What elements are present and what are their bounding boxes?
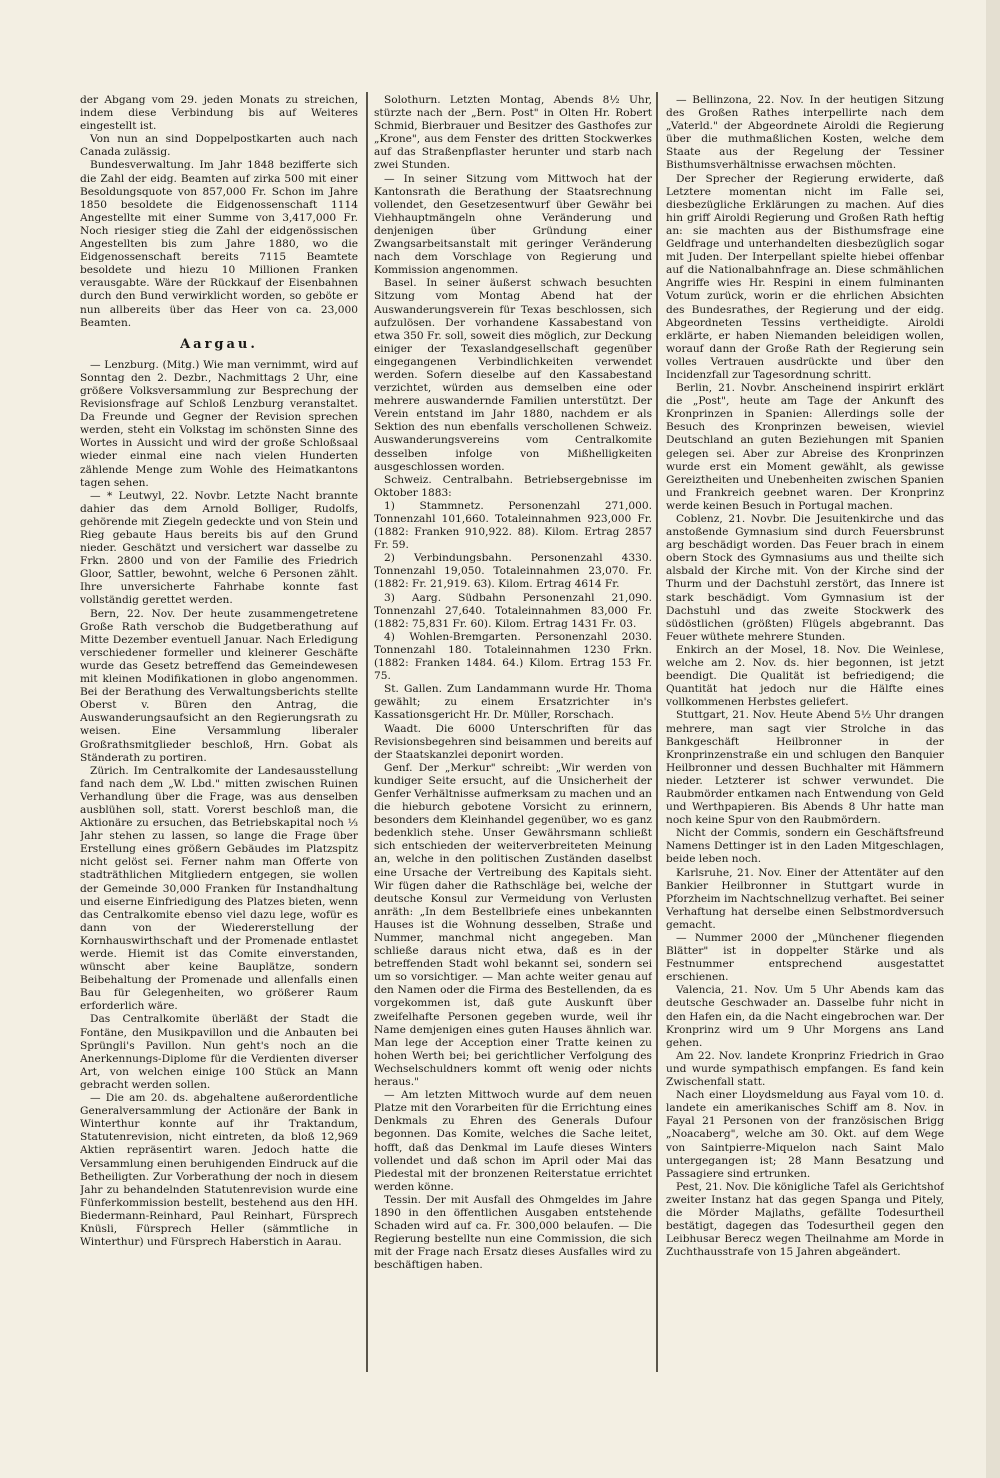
page-edge (986, 0, 1000, 1478)
column-2 (374, 94, 652, 1380)
article-paragraph: — Am letzten Mittwoch wurde auf dem neuen Platze mit den Vorarbeiten für die Errichtung eines Denkmals zu Ehren des Generals Dufour begonnen. Das Komite, welches die Sache leitet, hofft, daß das Denkmal im Laufe dieses Winters vollendet und daß schon im April oder Mai das Piedestal mit der bronzenen Reiterstatue errichtet werden könne. (374, 1089, 652, 1193)
article-paragraph: 3) Aarg. Südbahn Personenzahl 21,090. Tonnenzahl 27,640. Totaleinnahmen 83,000 Fr. (1882: 75,831 Fr. 60). Kilom. Ertrag 1431 Fr. 03. (374, 591, 652, 630)
article-paragraph: Enkirch an der Mosel, 18. Nov. Die Weinlese, welche am 2. Nov. ds. hier begonnen, ist jetzt beendigt. Die Qualität ist befriedigend; die Quantität hat jedoch nur die Hälfte eines vollkommenen Herbstes geliefert. (666, 643, 944, 709)
column-3 (666, 94, 944, 1380)
article-paragraph: Berlin, 21. Novbr. Anscheinend inspirirt erklärt die „Post", heute am Tage der Ankunft des Kronprinzen in Spanien: Allerdings solle der Besuch des Kronprinzen beweisen, wieviel Deutschland an guten Beziehungen mit Spanien gelegen sei. Aber zur Abreise des Kronprinzen wurde erst ein Moment gewählt, als gewisse Gereiztheiten und Unebenheiten zwischen Spanien und Frankreich geebnet waren. Der Kronprinz werde keinen Besuch in Portugal machen. (666, 382, 944, 512)
article-paragraph: Stuttgart, 21. Nov. Heute Abend 5½ Uhr drangen mehrere, man sagt vier Strolche in das Bankgeschäft Heilbronner in der Kronprinzenstraße ein und schlugen den Banquier Heilbronner und dessen Buchhalter mit Hämmern nieder. Letzterer ist schwer verwundet. Die Raubmörder entkamen nach Entwendung von Geld und Werthpapieren. Bis Abends 8 Uhr hatte man noch keine Spur von den Raubmördern. (666, 709, 944, 827)
article-paragraph: Das Centralkomite überläßt der Stadt die Fontäne, den Musikpavillon und die Anbauten bei Sprüngli's Pavillon. Nun geht's noch an die Anerkennungs-Diplome für die Verdienten diverser Art, von welchen einige 100 Stück an Mann gebracht werden sollen. (80, 1013, 358, 1091)
article-paragraph: Am 22. Nov. landete Kronprinz Friedrich in Grao und wurde sympathisch empfangen. Es fand kein Zwischenfall statt. (666, 1049, 944, 1089)
article-paragraph: Valencia, 21. Nov. Um 5 Uhr Abends kam das deutsche Geschwader an. Dasselbe fuhr nicht in den Hafen ein, da die Nacht eingebrochen war. Der Kronprinz wird um 9 Uhr Morgens ans Land gehen. (666, 984, 944, 1049)
article-paragraph: — In seiner Sitzung vom Mittwoch hat der Kantonsrath die Berathung der Staatsrechnung vollendet, den Gesetzesentwurf über Gewähr bei Viehhauptmängeln ohne Veränderung und denjenigen über Gründung einer Zwangsarbeitsanstalt mit geringer Veränderung nach dem Vorschlage von Regierung und Kommission angenommen. (374, 172, 652, 277)
article-paragraph: — Die am 20. ds. abgehaltene außerordentliche Generalversammlung der Actionäre der Bank in Winterthur konnte auf ihr Traktandum, Statutenrevision, nicht eintreten, da bloß 12,969 Aktien repräsentirt waren. Jedoch hatte die Versammlung einen beruhigenden Eindruck auf die Betheiligten. Zur Vorberathung der noch in diesem Jahr zu behandelnden Statutenrevision wurde eine Fünferkommission bestellt, bestehend aus den HH. Biedermann-Reinhard, Paul Reinhart, Fürsprech Knüsli, Fürsprech Heller (sämmtliche in Winterthur) und Fürsprech Haberstich in Aarau. (80, 1092, 358, 1249)
article-paragraph: 2) Verbindungsbahn. Personenzahl 4330. Tonnenzahl 19,050. Totaleinnahmen 23,070. Fr. (1882: Fr. 21,919. 63). Kilom. Ertrag 4614 Fr. (374, 552, 652, 591)
article-paragraph: Bundesverwaltung. Im Jahr 1848 bezifferte sich die Zahl der eidg. Beamten auf zirka 500 mit einer Besoldungsquote von 857,000 Fr. Schon im Jahre 1850 besoldete die Eidgenossenschaft 1114 Angestellte mit einer Summe von 3,417,000 Fr. Noch riesiger stieg die Zahl der eidgenössischen Angestellten bis zum Jahre 1880, wo die Eidgenossenschaft bereits 7115 Beamtete besoldete und hiezu 10 Millionen Franken verausgabte. Wäre der Rückkauf der Eisenbahnen durch den Bund verwirklicht worden, so geböte er nun allbereits über das Heer von ca. 23,000 Beamten. (80, 159, 358, 329)
article-paragraph: Waadt. Die 6000 Unterschriften für das Revisionsbegehren sind beisammen und bereits auf der Staatskanzlei deponirt worden. (374, 722, 652, 761)
column-1 (80, 94, 358, 1380)
article-paragraph: 4) Wohlen-Bremgarten. Personenzahl 2030. Tonnenzahl 180. Totaleinnahmen 1230 Frkn. (1882: Franken 1484. 64.) Kilom. Ertrag 153 Fr. 75. (374, 630, 652, 683)
article-paragraph: 1) Stammnetz. Personenzahl 271,000. Tonnenzahl 101,660. Totaleinnahmen 923,000 Fr. (1882: Franken 910,922. 88). Kilom. Ertrag 2857 Fr. 59. (374, 499, 652, 552)
article-paragraph: — * Leutwyl, 22. Novbr. Letzte Nacht brannte dahier das dem Arnold Bolliger, Rudolfs, gehörende mit Ziegeln gedeckte und von Stein und Rieg gebaute Haus bereits bis auf den Grund nieder. Geschätzt und versichert war dasselbe zu Frkn. 2800 und von der Familie des Friedrich Gloor, Sattler, bewohnt, welche 6 Personen zählt. Ihre unversicherte Fahrhabe konnte fast vollständig gerettet werden. (80, 489, 358, 607)
article-paragraph: Basel. In seiner äußerst schwach besuchten Sitzung vom Montag Abend hat der Auswanderungsverein für Texas beschlossen, sich aufzulösen. Der vorhandene Kassabestand von etwa 350 Fr. soll, soweit dies möglich, zur Deckung einiger der Texaslandgesellschaft gegenüber eingegangenen Verbindlichkeiten verwendet werden. Sofern dieselbe auf den Kassabestand verzichtet, würden aus demselben eine oder mehrere auswandernde Familien unterstützt. Der Verein entstand im Jahr 1880, nachdem er als Sektion des nun ebenfalls verschollenen Schweiz. Auswanderungsvereins vom Centralkomite desselben infolge von Mißhelligkeiten ausgeschlossen worden. (374, 277, 652, 473)
article-paragraph: Nach einer Lloydsmeldung aus Fayal vom 10. d. landete ein amerikanisches Schiff am 8. Nov. in Fayal 21 Personen von der französischen Brigg „Noacaberg", welche am 30. Okt. auf dem Wege von Saintpierre-Miquelon nach Saint Malo untergegangen ist; 28 Mann Besatzung und Passagiere sind ertrunken. (666, 1089, 944, 1180)
article-paragraph: der Abgang vom 29. jeden Monats zu streichen, indem diese Verbindung bis auf Weiteres eingestellt ist. (80, 94, 358, 133)
column-divider-2 (656, 92, 658, 1372)
article-paragraph: St. Gallen. Zum Landammann wurde Hr. Thoma gewählt; zu einem Ersatzrichter in's Kassationsgericht Hr. Dr. Müller, Rorschach. (374, 683, 652, 722)
section-heading: Aargau. (180, 336, 258, 352)
article-paragraph: — Nummer 2000 der „Münchener fliegenden Blätter" ist in doppelter Stärke und als Festnummer entsprechend ausgestattet erschienen. (666, 932, 944, 984)
article-paragraph: Coblenz, 21. Novbr. Die Jesuitenkirche und das anstoßende Gymnasium sind durch Feuersbrunst arg beschädigt worden. Das Feuer brach in einem obern Stock des Gymnasiums aus und theilte sich alsbald der Kirche mit. Von der Kirche sind der Thurm und der Dachstuhl zerstört, das Innere ist stark beschädigt. Vom Gymnasium ist der Dachstuhl und das zweite Stockwerk des südöstlichen (größten) Flügels abgebrannt. Das Feuer wüthete mehrere Stunden. (666, 513, 944, 643)
article-paragraph: — Bellinzona, 22. Nov. In der heutigen Sitzung des Großen Rathes interpellirte nach dem „Vaterld." der Abgeordnete Airoldi die Regierung über die muthmaßlichen Kosten, welche dem Staate aus der Regelung der Tessiner Bisthumsverhältnisse erwachsen möchten. (666, 94, 944, 172)
article-paragraph: Pest, 21. Nov. Die königliche Tafel als Gerichtshof zweiter Instanz hat das gegen Spanga und Pitely, die Mörder Majlaths, gefällte Todesurtheil bestätigt, dagegen das Todesurtheil gegen den Leibhusar Berecz wegen Theilnahme am Morde in Zuchthausstrafe von 15 Jahren abgeändert. (666, 1180, 944, 1259)
article-paragraph: Der Sprecher der Regierung erwiderte, daß Letztere momentan nicht im Falle sei, diesbezügliche Erklärungen zu machen. Auf dies hin griff Airoldi Regierung und Großen Rath heftig an: sie machten aus der Bisthumsfrage eine Geldfrage und unterhandelten diesbezüglich sogar mit Juden. Der Interpellant spielte hiebei offenbar auf die Nationalbahnfrage an. Diese schmählichen Angriffe wies Hr. Respini in einem fulminanten Votum zurück, worin er die ehrlichen Absichten des Bundesrathes, der Regierung und der eidg. Abgeordneten Tessins vertheidigte. Airoldi erklärte, er haben Niemanden beleidigen wollen, worauf dann der Große Rath der Regierung sein volles Vertrauen ausdrückte und über den Incidenzfall zur Tagesordnung schritt. (666, 172, 944, 381)
article-paragraph: Von nun an sind Doppelpostkarten auch nach Canada zulässig. (80, 133, 358, 159)
column-divider-1 (366, 92, 368, 1372)
article-paragraph: — Lenzburg. (Mitg.) Wie man vernimmt, wird auf Sonntag den 2. Dezbr., Nachmittags 2 Uhr, eine größere Volksversammlung zur Besprechung der Revisionsfrage auf Schloß Lenzburg veranstaltet. Da Freunde und Gegner der Revision sprechen werden, steht ein Volkstag im schönsten Sinne des Wortes in Aussicht und wird der große Schloßsaal wieder einmal eine nach vielen Hunderten zählende Menge zum Wohle des Heimatkantons tagen sehen. (80, 358, 358, 489)
article-paragraph: Nicht der Commis, sondern ein Geschäftsfreund Namens Dettinger ist in den Laden Mitgeschlagen, beide leben noch. (666, 827, 944, 866)
article-paragraph: Karlsruhe, 21. Nov. Einer der Attentäter auf den Bankier Heilbronner in Stuttgart wurde in Pforzheim im Nachtschnellzug verhaftet. Bei seiner Verhaftung hat derselbe einen Selbstmordversuch gemacht. (666, 866, 944, 931)
article-paragraph: Bern, 22. Nov. Der heute zusammengetretene Große Rath verschob die Budgetberathung auf Mitte Dezember eventuell Januar. Nach Erledigung verschiedener formeller und kleinerer Geschäfte wurde das Gesetz betreffend das Gemeindewesen mit kleinen Modifikationen in globo angenommen. Bei der Berathung des Verwaltungsberichts stellte Oberst v. Büren den Antrag, die Auswanderungsaufsicht an den Regierungsrath zu weisen. Eine Versammlung liberaler Großrathsmitglieder beschloß, Hrn. Gobat als Ständerath zu portiren. (80, 607, 358, 764)
article-paragraph: Genf. Der „Merkur" schreibt: „Wir werden von kundiger Seite ersucht, auf die Unsicherheit der Genfer Verhältnisse aufmerksam zu machen und an die hieburch gebotene Vorsicht zu erinnern, besonders dem Kleinhandel gegenüber, wo es ganz bedenklich stehe. Unser Gewährsmann schließt sich entschieden der weiterverbreiteten Meinung an, welche in den politischen Zuständen daselbst eine Ursache der Vertreibung des Kapitals sieht. Wir fügen daher die Rathschläge bei, welche der deutsche Konsul zur Vermeidung von Verlusten anräth: „In dem Bestellbriefe eines unbekannten Hauses ist die Wohnung desselben, Straße und Nummer, manchmal nicht angegeben. Man schließe daraus nicht etwa, daß es in der betreffenden Stadt wohl bekannt sei, sondern sei um so vorsichtiger. — Man achte weiter genau auf den Namen oder die Firma des Bestellenden, da es vorgekommen ist, daß gute Auskunft über zweifelhafte Personen gegeben wurde, weil ihr Name demjenigen eines guten Hauses ähnlich war. Man lege der Acception einer Tratte keinen zu hohen Werth bei; bei gerichtlicher Verfolgung des Wechselschuldners kommt oft wenig oder nichts heraus." (374, 761, 652, 1089)
article-paragraph: Tessin. Der mit Ausfall des Ohmgeldes im Jahre 1890 in den öffentlichen Ausgaben entstehende Schaden wird auf ca. Fr. 300,000 belaufen. — Die Regierung bestellte nun eine Commission, die sich mit der Frage nach Ersatz dieses Ausfalles wird zu beschäftigen haben. (374, 1193, 652, 1272)
article-paragraph: Solothurn. Letzten Montag, Abends 8½ Uhr, stürzte nach der „Bern. Post" in Olten Hr. Robert Schmid, Bierbrauer und Besitzer des Gasthofes zur „Krone", aus dem Fenster des dritten Stockwerkes auf das Straßenpflaster herunter und starb nach zwei Stunden. (374, 94, 652, 172)
article-paragraph: Schweiz. Centralbahn. Betriebsergebnisse im Oktober 1883: (374, 473, 652, 499)
article-paragraph: Zürich. Im Centralkomite der Landesausstellung fand nach dem „W. Lbd." mitten zwischen Ruinen Verhandlung über die Frage, was aus denselben ausblühen soll, statt. Vorerst beschloß man, die Aktionäre zu ersuchen, das Betriebskapital noch ⅓ Jahr stehen zu lassen, so lange die Frage über Erstellung eines größern Gebäudes im Platzspitz nicht gelöst sei. Ferner nahm man Offerte von stadträthlichen Mitgliedern entgegen, sie wollen der Gemeinde 30,000 Franken für Instandhaltung und eiserne Einfriedigung des Platzes bieten, wenn das Centralkomite ebenso viel dazu lege, wofür es dann von der Wiedererstellung der Kornhauswirthschaft und der Promenade entlastet werde. Hiemit ist das Comite einverstanden, wünscht aber keine Bauplätze, sondern Beibehaltung der Promenade und allenfalls einen Bau für Gelegenheiten, wo größerer Raum erforderlich wäre. (80, 764, 358, 1013)
